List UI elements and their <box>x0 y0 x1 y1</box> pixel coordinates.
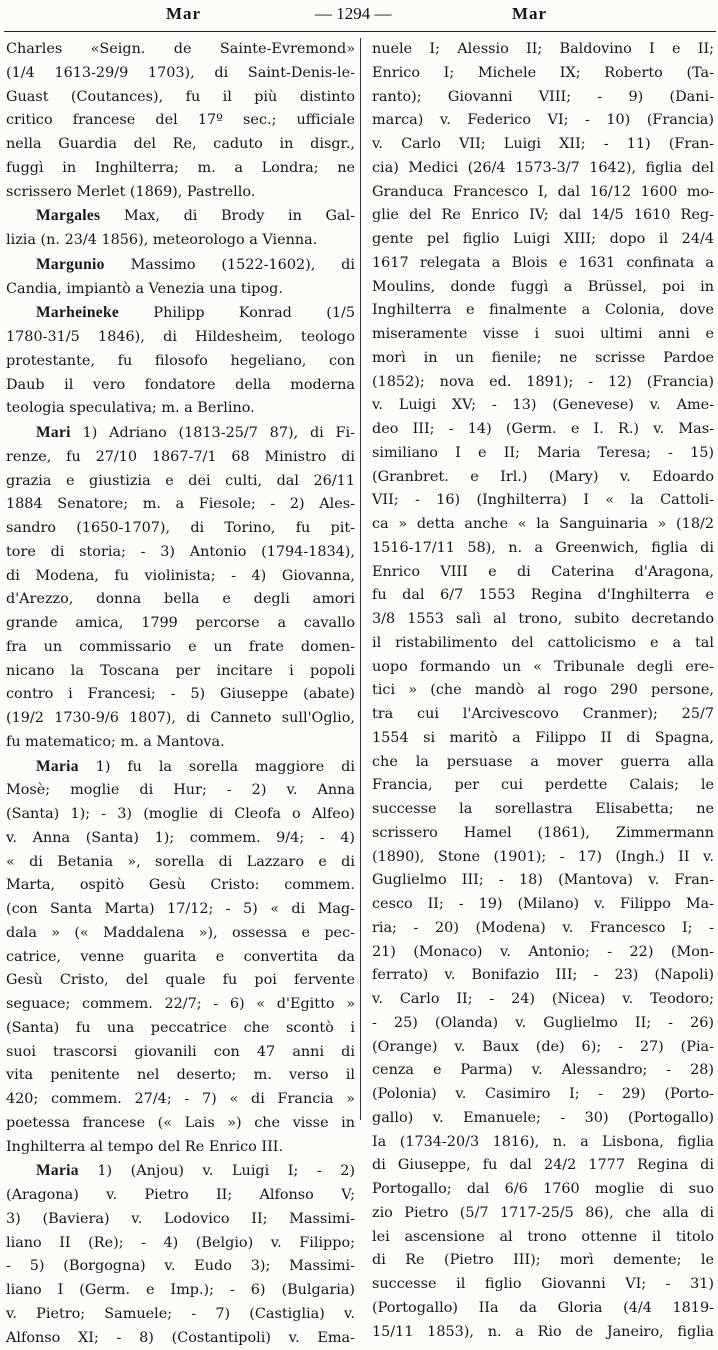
text-line: morì in un fienile; ne scrisse Pardoe <box>372 347 714 371</box>
text-line: VII; - 16) (Inghilterra) I « la Cattoli- <box>372 489 714 513</box>
header-right-keyword: Mar <box>512 4 547 24</box>
header-rule <box>4 31 716 32</box>
text-line: teologia speculativa; m. a Berlino. <box>6 397 355 421</box>
text-line: ferrato) v. Bonifazio III; - 23) (Napoli) <box>372 964 714 988</box>
text-line: Margales Max, di Brody in Gal- <box>6 204 355 229</box>
text-line: Moulins, donde fuggì a Brüssel, poi in <box>372 276 714 300</box>
text-line: gallo) v. Emanuele; - 30) (Portogallo) <box>372 1107 714 1131</box>
text-line: (Santa) 1); - 3) (moglie di Cleofa o Alfeo) <box>6 803 355 827</box>
text-line: v. Carlo VII; Luigi XII; - 11) (Fran- <box>372 133 714 157</box>
text-line: Maria 1) fu la sorella maggiore di <box>6 755 355 780</box>
text-line: ria; - 20) (Modena) v. Francesco I; - <box>372 917 714 941</box>
text-line: protestante, fu filosofo hegeliano, con <box>6 350 355 374</box>
text-line: seguace; commem. 22/7; - 6) « d'Egitto » <box>6 993 355 1017</box>
text-line: uopo formando un « Tribunale degli ere- <box>372 656 714 680</box>
text-line: Charles «Seign. de Sainte-Evremond» <box>6 38 355 62</box>
text-line: poetessa francese (« Lais ») che visse in <box>6 1112 355 1136</box>
text-line: scrissero Hamel (1861), Zimmermann <box>372 822 714 846</box>
text-line: v. Luigi XV; - 13) (Genevese) v. Ame- <box>372 394 714 418</box>
text-line: glie del Re Enrico IV; dal 14/5 1610 Reg- <box>372 204 714 228</box>
text-line: (Aragona) v. Pietro II; Alfonso V; <box>6 1184 355 1208</box>
text-line: Mosè; moglie di Hur; - 2) v. Anna <box>6 779 355 803</box>
text-line: ranto); Giovanni VIII; - 9) (Dani- <box>372 86 714 110</box>
text-line: dala » (« Maddalena »), ossessa e pec- <box>6 922 355 946</box>
text-line: di Re (Pietro III); morì demente; le <box>372 1249 714 1273</box>
text-line: d'Arezzo, donna bella e degli amori <box>6 588 355 612</box>
text-line: Maria 1) (Anjou) v. Luigi I; - 2) <box>6 1159 355 1184</box>
entry-headword: Mari <box>36 424 71 441</box>
text-line: (1852); nova ed. 1891); - 12) (Francia) <box>372 371 714 395</box>
text-line: fu matematico; m. a Mantova. <box>6 731 355 755</box>
text-line: 3/8 1553 salì al trono, subito decretando <box>372 608 714 632</box>
text-line: (Portogallo) IIa da Gloria (4/4 1819- <box>372 1297 714 1321</box>
text-line: marca) v. Federico VI; - 10) (Francia) <box>372 109 714 133</box>
text-line: vita penitente nel deserto; m. verso il <box>6 1064 355 1088</box>
text-line: Alfonso XI; - 8) (Costantipoli) v. Ema- <box>6 1327 355 1350</box>
text-line: nella Guardia del Re, caduto in disgr., <box>6 133 355 157</box>
page-number: — 1294 — <box>315 4 392 24</box>
header-left-keyword: Mar <box>166 4 201 24</box>
text-line: critico francese del 17º sec.; ufficiale <box>6 109 355 133</box>
text-line: Mari 1) Adriano (1813-25/7 87), di Fi- <box>6 421 355 446</box>
text-line: gente pel figlio Luigi XIII; dopo il 24/4 <box>372 228 714 252</box>
text-line: successe il figlio Giovanni VI; - 31) <box>372 1273 714 1297</box>
text-line: similiano I e II; Maria Teresa; - 15) <box>372 442 714 466</box>
text-line: Marta, ospitò Gesù Cristo: commem. <box>6 874 355 898</box>
text-line: 1884 Senatore; m. a Fiesole; - 2) Ales- <box>6 493 355 517</box>
text-line: « di Betania », sorella di Lazzaro e di <box>6 851 355 875</box>
text-line: (Orange) v. Baux (de) 6); - 27) (Pia- <box>372 1036 714 1060</box>
text-line: cia) Medici (26/4 1573-3/7 1642), figlia del <box>372 157 714 181</box>
text-line: Inghilterra al tempo del Re Enrico III. <box>6 1136 355 1160</box>
text-line: zio Pietro (5/7 1717-25/5 86), che alla di <box>372 1202 714 1226</box>
text-line: miseramente visse i suoi ultimi anni e <box>372 323 714 347</box>
text-line: tore di storia; - 3) Antonio (1794-1834), <box>6 541 355 565</box>
text-line: Gesù Cristo, del quale fu poi fervente <box>6 969 355 993</box>
text-line: 1617 relegata a Blois e 1631 confinata a <box>372 252 714 276</box>
text-line: nuele I; Alessio II; Baldovino I e II; <box>372 38 714 62</box>
text-line: tra cui l'Arcivescovo Cranmer); 25/7 <box>372 703 714 727</box>
text-line: Granduca Francesco I, dal 16/12 1600 mo- <box>372 181 714 205</box>
text-line: successe la sorellastra Elisabetta; ne <box>372 798 714 822</box>
text-line: 1516-17/11 58), n. a Greenwich, figlia di <box>372 537 714 561</box>
text-line: Inghilterra e finalmente a Colonia, dove <box>372 299 714 323</box>
entry-headword: Maria <box>36 1162 79 1179</box>
text-line: (Polonia) v. Casimiro I; - 29) (Porto- <box>372 1083 714 1107</box>
entry-headword: Maria <box>36 758 79 775</box>
text-line: fra un commissario e un frate domen- <box>6 636 355 660</box>
text-line: (con Santa Marta) 17/12; - 5) « di Mag- <box>6 898 355 922</box>
text-line: Francia, per cui perdette Calais; le <box>372 774 714 798</box>
text-line: 15/11 1853), n. a Rio de Janeiro, figlia <box>372 1321 714 1345</box>
text-line: liano I (Germ. e Imp.); - 6) (Bulgaria) <box>6 1279 355 1303</box>
text-line: liano II (Re); - 4) (Belgio) v. Filippo; <box>6 1232 355 1256</box>
right-column <box>372 38 714 1122</box>
text-line: (Santa) fu una peccatrice che scontò i <box>6 1017 355 1041</box>
text-line: 21) (Monaco) v. Antonio; - 22) (Mon- <box>372 941 714 965</box>
text-line: che la persuase a mover guerra alla <box>372 751 714 775</box>
text-line: il ristabilimento del cattolicismo e a tal <box>372 632 714 656</box>
text-line: suoi trascorsi giovanili con 47 anni di <box>6 1041 355 1065</box>
text-line: di Modena, fu violinista; - 4) Giovanna, <box>6 565 355 589</box>
text-line: (Granbret. e Irl.) (Mary) v. Edoardo <box>372 466 714 490</box>
text-line: v. Pietro; Samuele; - 7) (Castiglia) v. <box>6 1303 355 1327</box>
text-line: sandro (1650-1707), di Torino, fu pit- <box>6 517 355 541</box>
text-line: cenza e Parma) v. Alessandro; - 28) <box>372 1059 714 1083</box>
text-line: (1890), Stone (1901); - 17) (Ingh.) II v. <box>372 846 714 870</box>
entry-headword: Margales <box>36 207 100 224</box>
text-line: Guglielmo III; - 18) (Mantova) v. Fran- <box>372 869 714 893</box>
text-line: lizia (n. 23/4 1856), meteorologo a Vienna. <box>6 229 355 253</box>
text-line: lei ascensione al trono ottenne il titolo <box>372 1226 714 1250</box>
text-line: di Giuseppe, fu dal 24/2 1777 Regina di <box>372 1154 714 1178</box>
text-line: Ia (1734-20/3 1816), n. a Lisbona, figlia <box>372 1131 714 1155</box>
text-line: Portogallo; dal 6/6 1760 moglie di suo <box>372 1178 714 1202</box>
text-line: Enrico VIII e di Caterina d'Aragona, <box>372 561 714 585</box>
text-line: nicano la Toscana per incitare i popoli <box>6 660 355 684</box>
text-line: 420; commem. 27/4; - 7) « di Francia » <box>6 1088 355 1112</box>
text-line: Marheineke Philipp Konrad (1/5 <box>6 301 355 326</box>
left-column <box>6 38 355 1122</box>
text-line: grande amica, 1799 percorse a cavallo <box>6 612 355 636</box>
text-line: Margunio Massimo (1522-1602), di <box>6 253 355 278</box>
text-line: v. Carlo II; - 24) (Nicea) v. Teodoro; <box>372 988 714 1012</box>
entry-headword: Margunio <box>36 256 105 273</box>
text-line: 3) (Baviera) v. Lodovico II; Massimi- <box>6 1208 355 1232</box>
text-line: scrissero Merlet (1869), Pastrello. <box>6 181 355 205</box>
text-line: fu dal 6/7 1553 Regina d'Inghilterra e <box>372 584 714 608</box>
text-line: contro i Francesi; - 5) Giuseppe (abate) <box>6 683 355 707</box>
text-line: 1780-31/5 1846), di Hildesheim, teologo <box>6 326 355 350</box>
text-line: - 25) (Olanda) v. Guglielmo II; - 26) <box>372 1012 714 1036</box>
text-line: grazia e giustizia e dei culti, dal 26/11 <box>6 470 355 494</box>
text-line: Candia, impiantò a Venezia una tipog. <box>6 278 355 302</box>
text-line: - 5) (Borgogna) v. Eudo 3); Massimi- <box>6 1255 355 1279</box>
text-line: tici » (che mandò al rogo 290 persone, <box>372 679 714 703</box>
text-line: renze, fu 27/10 1867-7/1 68 Ministro di <box>6 446 355 470</box>
text-line: Daub il vero fondatore della moderna <box>6 374 355 398</box>
text-line: fuggì in Inghilterra; m. a Londra; ne <box>6 157 355 181</box>
text-line: deo III; - 14) (Germ. e I. R.) v. Mas- <box>372 418 714 442</box>
column-divider <box>360 38 361 1120</box>
text-line: (1/4 1613-29/9 1703), di Saint-Denis-le- <box>6 62 355 86</box>
text-line: v. Anna (Santa) 1); commem. 9/4; - 4) <box>6 827 355 851</box>
entry-headword: Marheineke <box>36 304 119 321</box>
text-line: 1554 si maritò a Filippo II di Spagna, <box>372 727 714 751</box>
page-header <box>0 2 718 28</box>
text-line: catrice, venne guarita e convertita da <box>6 946 355 970</box>
text-line: (19/2 1730-9/6 1807), di Canneto sull'Oglio, <box>6 707 355 731</box>
text-line: Guast (Coutances), fu il più distinto <box>6 86 355 110</box>
text-line: ca » detta anche « la Sanguinaria » (18/2 <box>372 513 714 537</box>
text-line: Enrico I; Michele IX; Roberto (Ta- <box>372 62 714 86</box>
text-line: cesco II; - 19) (Milano) v. Filippo Ma- <box>372 893 714 917</box>
